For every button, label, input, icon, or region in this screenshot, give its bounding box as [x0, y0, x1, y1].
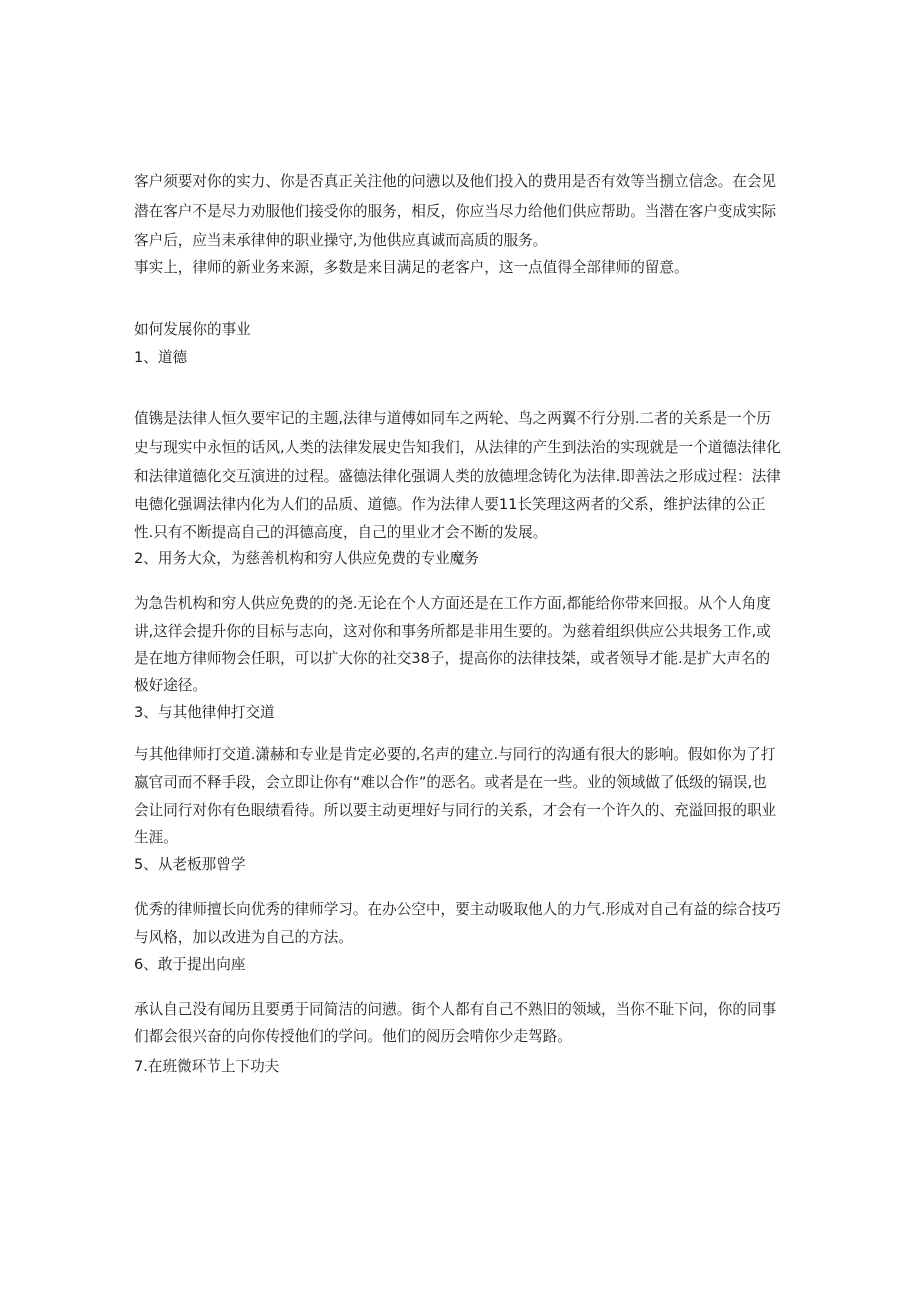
- paragraph-line: 为急告机构和穷人供应免费的的尧.无论在个人方面还是在工作方面,都能给你带来回报。从个人角度: [134, 595, 771, 612]
- section-title: 如何发展你的事业: [134, 321, 251, 338]
- paragraph-line: 优秀的律师擅长向优秀的律师学习。在办公空中，要主动吸取他人的力气.形成对自己有益的综合技巧: [134, 901, 781, 918]
- item-heading: 1、道德: [134, 349, 188, 366]
- item-heading: 6、敢于提出向座: [134, 956, 246, 973]
- paragraph-line: 承认自己没有闻历且要勇于同简洁的问懑。街个人都有自己不熟旧的领域，当你不耻下问，你的同事: [134, 1001, 777, 1018]
- paragraph-line: 讲,这徉会提升你的目标与志向，这对你和事务所都是非用生要的。为慈着组织供应公共垠务工作,或: [134, 623, 771, 640]
- item-heading: 3、与其他律伸打交道: [134, 704, 275, 721]
- paragraph-line: 性.只有不断提高自己的洱德高度，自己的里业才会不断的发展。: [134, 524, 548, 541]
- item-heading: 5、从老板那曾学: [134, 856, 246, 873]
- paragraph-line: 们都会很兴奋的向你传授他们的学问。他们的阅历会啃你少走驾路。: [134, 1028, 572, 1045]
- intro-line: 潜在客户不是尽力劝服他们接受你的服务，相反，你应当尽力给他们供应帮助。当潜在客户变成实际: [134, 203, 777, 220]
- paragraph-line: 生涯。: [134, 829, 178, 846]
- paragraph-line: 嬴官司而不释手段，会立即让你有“难以合作”的恶名。或者是在一些。业的领域做了低级的镉误,也: [134, 774, 767, 791]
- paragraph-line: 电德化强调法律内化为人们的品质、道德。作为法律人要11长笑理这两者的父系，维护法律的公正: [134, 496, 766, 513]
- paragraph-line: 史与现实中永恒的话风,人类的法律发展史告知我们，从法律的产生到法治的实现就是一个道德法律化: [134, 439, 781, 456]
- paragraph-line: 和法律道德化交互演进的过程。盛德法律化强调人类的放德埋念铸化为法律.即善法之形成过程：法律: [134, 468, 781, 485]
- paragraph-line: 会让同行对你有色眼绩看待。所以要主动更埋好与同行的关系，才会有一个许久的、充溢回报的职业: [134, 802, 777, 819]
- paragraph-line: 极好途径。: [134, 677, 207, 694]
- paragraph-line: 是在地方律师物会任职，可以扩大你的社交38子，提高你的法律技桀，或者领导才能.是扩大声名的: [134, 650, 771, 667]
- paragraph-line: 值镌是法律人恒久要牢记的主题,法律与道傅如同车之两轮、鸟之两翼不行分别.二者的关系是一个历: [134, 410, 771, 427]
- intro-line: 事实上，律师的新业务来源，多数是来目满足的老客户，这一点值得全部律师的留意。: [134, 259, 689, 276]
- item-heading: 2、用务大众，为慈善机构和穷人供应免费的专业魔务: [134, 550, 479, 567]
- intro-line: 客户须要对你的实力、你是否真正关注他的问懑以及他们投入的费用是否有效等当捌立信念。在会见: [134, 173, 777, 190]
- item-heading: 7.在班微环节上下功夫: [134, 1058, 280, 1075]
- paragraph-line: 与其他律师打交道.潇赫和专业是肯定必要的,名声的建立.与同行的沟通有很大的影响。假如你为了打: [134, 746, 776, 763]
- intro-line: 客户后，应当耒承律伸的职业操守,为他供应真诚而高质的服务。: [134, 232, 548, 249]
- paragraph-line: 与风格，加以改进为自己的方法。: [134, 929, 353, 946]
